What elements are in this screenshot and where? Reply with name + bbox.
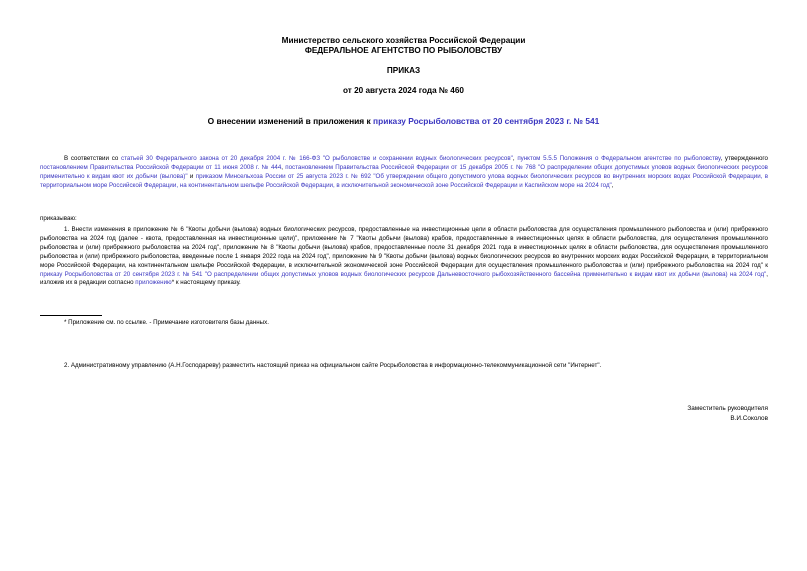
link-order-692[interactable]: приказом Минсельхоза России от 25 августа 2023 г. № 692 "Об утверждении общего допустимого улова водных биологических ресурсов во внутренних морских водах Российской Федерации, в территориальном море Российской Федерации, на континентальном шельфе Российской Федерации, в исключительной экономической зоне Российской Федерации и Каспийском море на 2024 год": [40, 172, 769, 189]
item-2-paragraph: 2. Административному управлению (А.Н.Господареву) разместить настоящий приказ на официальном сайте Росрыболовства в информационно-телекоммуникационной сети "Интернет".: [64, 362, 602, 369]
link-appendix[interactable]: приложению: [135, 279, 172, 287]
preamble-paragraph: [40, 155, 768, 191]
footnote-divider: [40, 315, 102, 316]
link-clause-5-5-5[interactable]: пунктом 5.5.5 Положения о Федеральном агентстве по рыболовству: [517, 155, 721, 162]
preamble-text: ,: [512, 155, 518, 162]
link-order-541[interactable]: приказу Росрыболовства от 20 сентября 2023 г. № 541 "О распределении общих допустимых уловов водных биологических ресурсов Дальневосточного рыбохозяйственного бассейна применительно к видам квот их добычи (вылова) на 2024 год": [40, 270, 767, 278]
item-1-text: * к настоящему приказу.: [171, 279, 241, 287]
link-resolution-444[interactable]: постановлением Правительства Российской Федерации от 11 июня 2008 г. № 444: [40, 163, 282, 171]
document-title: [0, 116, 807, 126]
item-1-text: 1. Внести изменения в приложение № 6 "Квоты добычи (вылова) водных биологических ресурсов, предоставленные на инвестиционные цели в области рыболовства для осуществления промышленного рыболовства и (или) прибрежного рыболовства на 2024 год (далее - квота, предоставленная на инвестиционные цели)", приложение № 7 "Квоты добычи (вылова) крабов, предоставленные в инвестиционных целях в области рыболовства, для осуществления промышленного рыболовства и (или) прибрежного рыболовства на 2024 год", приложение № 8 "Квоты добычи (вылова) крабов, предоставленные после 31 декабря 2021 года в инвестиционных целях в области рыболовства, для осуществления промышленного рыболовства и (или) прибрежного рыболовства, введенные после 1 января 2022 года на 2024 год", приложение № 9 "Квоты добычи (вылова) водных биологических ресурсов во внутренних морских водах Российской Федерации, в территориальном море Российской Федерации, на континентальном шельфе Российской Федерации, в исключительной экономической зоне Российской Федерации для осуществления промышленного рыболовства и (или) прибрежного рыболовства на 2024 год" к: [40, 226, 768, 269]
document-type: ПРИКАЗ: [386, 66, 421, 75]
agency-name: ФЕДЕРАЛЬНОЕ АГЕНТСТВО ПО РЫБОЛОВСТВУ: [304, 46, 503, 55]
document-date-number: от 20 августа 2024 года № 460: [343, 86, 464, 95]
orders-line: приказываю:: [40, 215, 77, 222]
link-article-30-law-166[interactable]: статьей 30 Федерального закона от 20 декабря 2004 г. № 166-ФЗ "О рыболовстве и сохранении водных биологических ресурсов": [121, 155, 513, 162]
preamble-text: ,: [281, 163, 286, 171]
preamble-text: , утвержденного: [720, 155, 768, 162]
footnote: * Приложение см. по ссылке. - Примечание изготовителя базы данных.: [64, 319, 269, 326]
link-resolution-768[interactable]: постановлением Правительства Российской Федерации от 15 декабря 2005 г. № 768 "О распределении общих допустимых уловов водных биологических ресурсов применительно к видам квот их добычи (вылова)": [40, 163, 768, 180]
preamble-text: ,: [611, 181, 614, 189]
item-1-paragraph: [40, 226, 768, 288]
signatory-position: Заместитель руководителя: [687, 405, 768, 412]
preamble-text: В соответствии со: [64, 155, 122, 162]
preamble-text: и: [187, 172, 196, 180]
ministry-name: Министерство сельского хозяйства Российской Федерации: [281, 36, 526, 45]
signatory-name: В.И.Соколов: [730, 415, 768, 422]
title-link-order-541[interactable]: приказу Росрыболовства от 20 сентября 2023 г. № 541: [373, 116, 600, 126]
item-1-text: , изложив их в редакции согласно: [40, 270, 768, 287]
title-text: О внесении изменений в приложения к: [207, 116, 374, 126]
